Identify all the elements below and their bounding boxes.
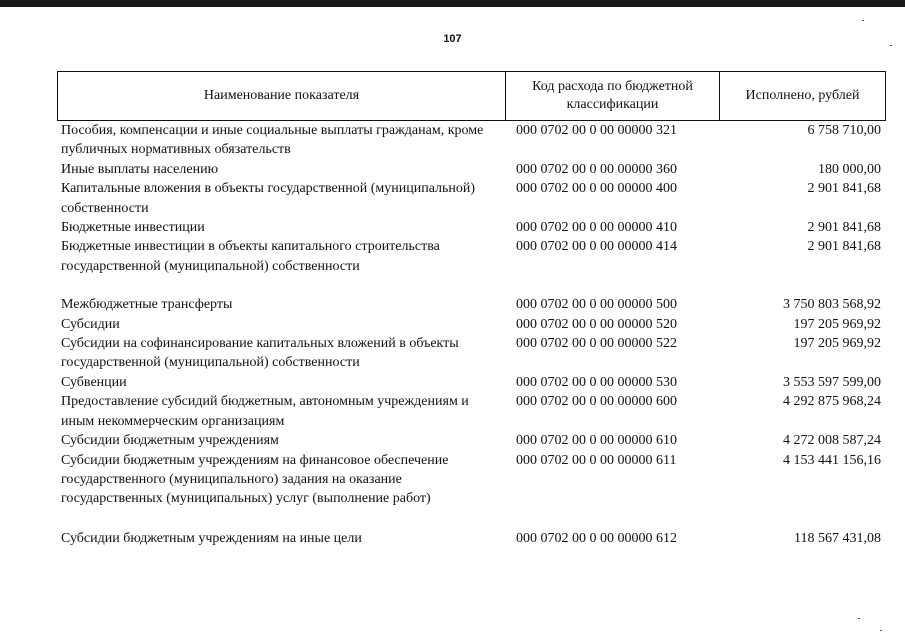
row-code: 000 0702 00 0 00 00000 400 <box>516 181 677 197</box>
table-row <box>61 392 881 431</box>
row-name: Бюджетные инвестиции в объекты капитального строительства государственной (муниципальной) собственности <box>61 239 440 274</box>
row-amount: 2 901 841,68 <box>807 220 881 236</box>
row-code: 000 0702 00 0 00 00000 611 <box>516 452 677 468</box>
row-amount: 3 553 597 599,00 <box>783 374 881 390</box>
scan-top-border <box>0 0 905 7</box>
table-row <box>61 315 881 334</box>
column-header-amount: Исполнено, рублей <box>745 88 860 103</box>
row-code: 000 0702 00 0 00 00000 522 <box>516 336 677 352</box>
table-body <box>61 121 881 548</box>
row-amount: 4 292 875 968,24 <box>783 394 881 410</box>
row-name: Субсидии на софинансирование капитальных вложений в объекты государственной (муниципальной) собственности <box>61 336 459 371</box>
row-name: Субсидии бюджетным учреждениям на иные цели <box>61 530 362 546</box>
row-code: 000 0702 00 0 00 00000 414 <box>516 239 677 255</box>
table-row <box>61 121 881 160</box>
table-row <box>61 529 881 548</box>
row-name: Субсидии бюджетным учреждениям на финансовое обеспечение государственного (муниципального) задания на оказание государственных (муниципальных) услуг (выполнение работ) <box>61 452 449 507</box>
table-row <box>61 373 881 392</box>
row-amount: 2 901 841,68 <box>807 239 881 255</box>
row-code: 000 0702 00 0 00 00000 610 <box>516 433 677 449</box>
row-spacer <box>61 509 881 529</box>
scan-speck <box>858 618 860 619</box>
row-name: Субвенции <box>61 374 127 390</box>
row-amount: 4 153 441 156,16 <box>783 452 881 468</box>
row-code: 000 0702 00 0 00 00000 360 <box>516 161 677 177</box>
table-row <box>61 295 881 314</box>
row-code: 000 0702 00 0 00 00000 530 <box>516 374 677 390</box>
row-code: 000 0702 00 0 00 00000 500 <box>516 297 677 313</box>
row-amount: 3 750 803 568,92 <box>783 297 881 313</box>
table-row <box>61 431 881 450</box>
row-code: 000 0702 00 0 00 00000 600 <box>516 394 677 410</box>
column-header-name: Наименование показателя <box>58 72 506 120</box>
scan-speck <box>862 20 864 21</box>
row-amount: 4 272 008 587,24 <box>783 433 881 449</box>
scan-speck <box>880 630 882 631</box>
row-code: 000 0702 00 0 00 00000 321 <box>516 123 677 138</box>
table-row <box>61 218 881 237</box>
row-amount: 118 567 431,08 <box>794 530 881 546</box>
table-row <box>61 237 881 276</box>
page-number: 107 <box>443 33 462 45</box>
column-header-code: Код расхода по бюджетной классификации <box>506 72 720 120</box>
row-amount: 6 758 710,00 <box>807 123 881 138</box>
table-row <box>61 334 881 373</box>
row-name: Субсидии <box>61 316 120 332</box>
row-amount: 180 000,00 <box>818 161 881 177</box>
row-amount: 197 205 969,92 <box>793 316 881 332</box>
row-name: Иные выплаты населению <box>61 161 219 177</box>
table-row <box>61 451 881 509</box>
row-code: 000 0702 00 0 00 00000 612 <box>516 530 677 546</box>
row-name: Капитальные вложения в объекты государственной (муниципальной) собственности <box>61 181 476 216</box>
row-amount: 197 205 969,92 <box>793 336 881 352</box>
row-spacer <box>61 276 881 295</box>
table-header <box>57 71 886 121</box>
scan-speck <box>890 45 892 46</box>
table-row <box>61 179 881 218</box>
row-amount: 2 901 841,68 <box>807 181 881 197</box>
row-code: 000 0702 00 0 00 00000 520 <box>516 316 677 332</box>
row-name: Субсидии бюджетным учреждениям <box>61 433 279 449</box>
row-name: Межбюджетные трансферты <box>61 297 233 313</box>
row-name: Бюджетные инвестиции <box>61 220 205 236</box>
table-row <box>61 160 881 179</box>
row-name: Пособия, компенсации и иные социальные выплаты гражданам, кроме публичных нормативных обязательств <box>61 123 484 158</box>
row-code: 000 0702 00 0 00 00000 410 <box>516 220 677 236</box>
row-name: Предоставление субсидий бюджетным, автономным учреждениям и иным некоммерческим организациям <box>61 394 469 429</box>
